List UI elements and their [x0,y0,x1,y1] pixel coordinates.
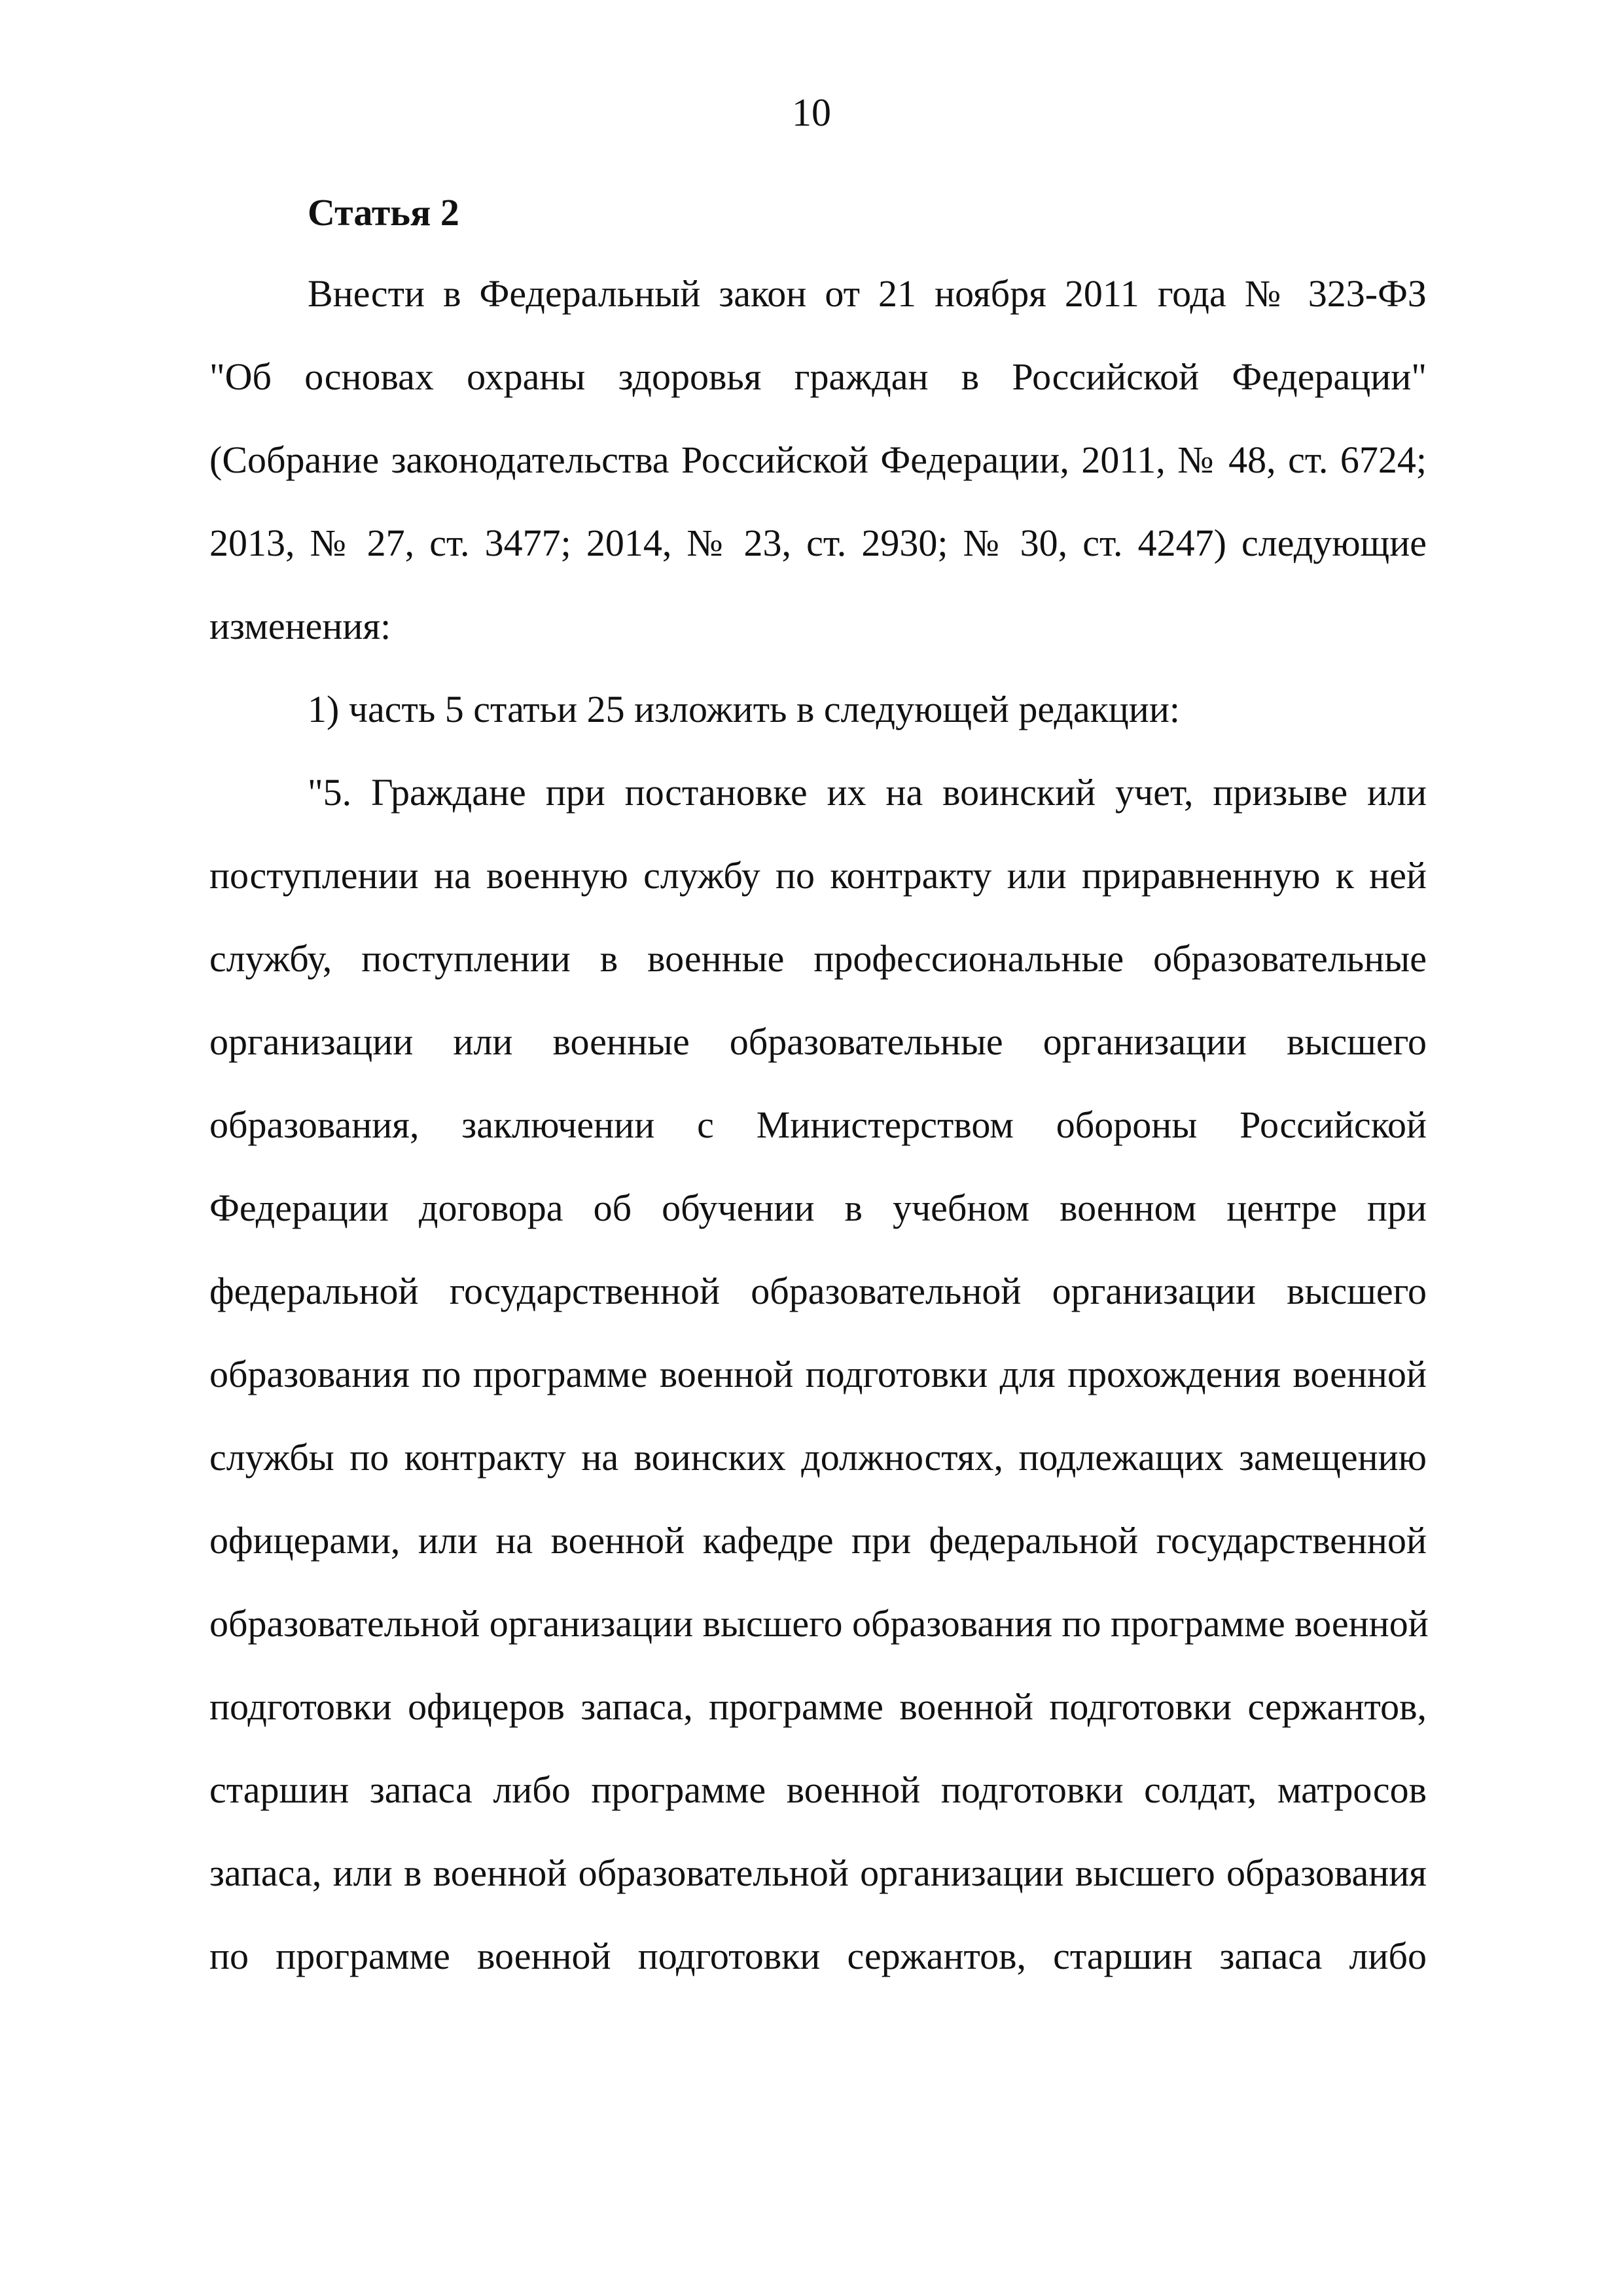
intro-line: Внести в Федеральный закон от 21 ноября 2011 года № 323-ФЗ [308,272,1427,315]
quote-line: службу, поступлении в военные профессиональные образовательные [209,937,1427,980]
quote-line: федеральной государственной образовательной организации высшего [209,1270,1427,1312]
intro-paragraph [209,252,1427,668]
intro-line: (Собрание законодательства Российской Федерации, 2011, № 48, ст. 6724; [209,439,1427,481]
quote-line: образовательной организации высшего образования по программе военной [209,1602,1429,1645]
quote-paragraph [209,751,1427,1998]
item-1-paragraph [209,668,1427,751]
quote-line: запаса, или в военной образовательной организации высшего образования [209,1852,1427,1894]
quote-line: службы по контракту на воинских должностях, подлежащих замещению [209,1436,1427,1479]
quote-line: по программе военной подготовки сержантов, старшин запаса либо [209,1935,1427,1977]
item-1-line: 1) часть 5 статьи 25 изложить в следующей редакции: [308,688,1180,730]
quote-line: офицерами, или на военной кафедре при федеральной государственной [209,1519,1427,1562]
page-number: 10 [792,91,831,134]
intro-line: "Об основах охраны здоровья граждан в Российской Федерации" [209,355,1427,398]
quote-line: организации или военные образовательные организации высшего [209,1020,1427,1063]
intro-line: изменения: [209,605,391,647]
quote-line: "5. Граждане при постановке их на воинский учет, призыве или [308,771,1427,814]
quote-line: подготовки офицеров запаса, программе военной подготовки сержантов, [209,1685,1427,1728]
quote-line: поступлении на военную службу по контракту или приравненную к ней [209,854,1427,897]
quote-line: Федерации договора об обучении в учебном военном центре при [209,1187,1427,1229]
intro-line: 2013, № 27, ст. 3477; 2014, № 23, ст. 2930; № 30, ст. 4247) следующие [209,522,1427,564]
quote-line: старшин запаса либо программе военной подготовки солдат, матросов [209,1768,1427,1811]
quote-line: образования по программе военной подготовки для прохождения военной [209,1353,1427,1395]
quote-line: образования, заключении с Министерством обороны Российской [209,1103,1427,1146]
article-heading: Статья 2 [308,191,459,234]
